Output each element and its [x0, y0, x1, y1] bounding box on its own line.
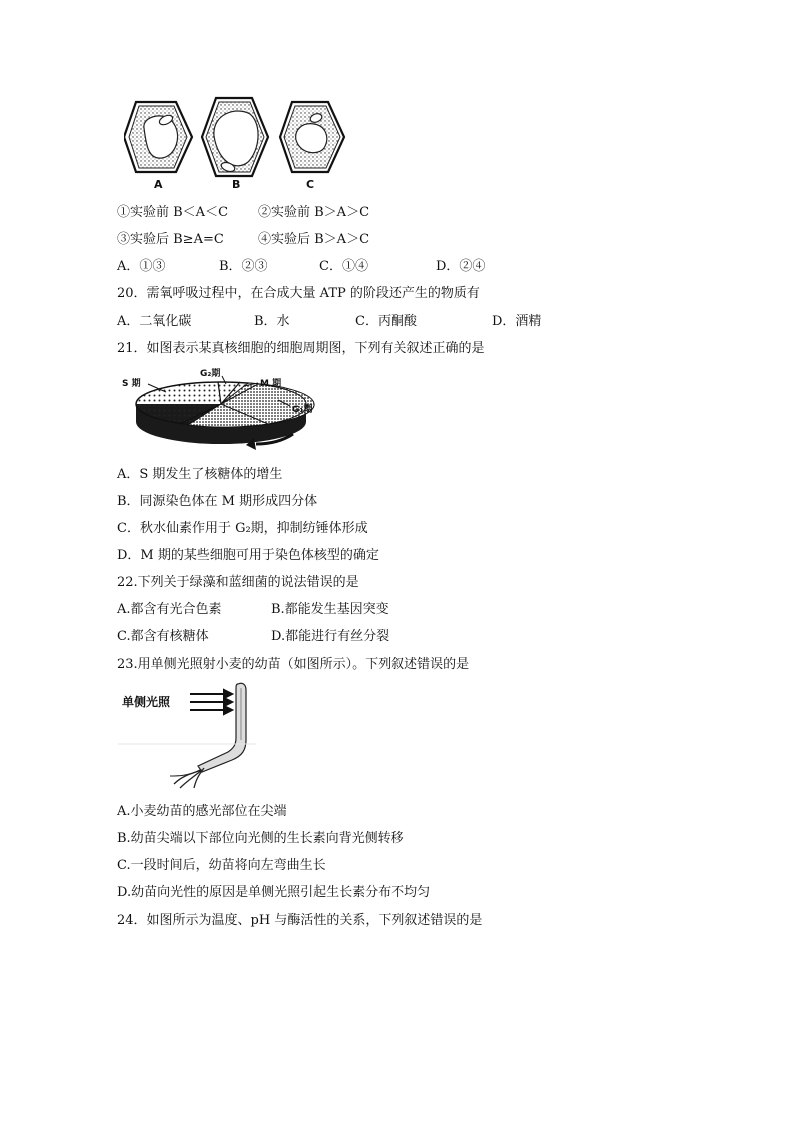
- q21-stem: 21．如图表示某真核细胞的细胞周期图，下列有关叙述正确的是: [117, 341, 485, 356]
- cell-label-a: A: [154, 178, 163, 191]
- q22-option-c: C.都含有核糖体: [117, 629, 209, 644]
- q23-option-c: C.一段时间后，幼苗将向左弯曲生长: [117, 858, 326, 873]
- cell-c: [280, 102, 344, 172]
- q21-option-d: D．M 期的某些细胞可用于染色体核型的确定: [117, 548, 379, 563]
- q22-stem: 22.下列关于绿藻和蓝细菌的说法错误的是: [117, 575, 359, 590]
- cell-cycle-figure: [118, 364, 328, 456]
- cell-cycle-label-s: S 期: [122, 379, 141, 389]
- q21-option-a: A．S 期发生了核糖体的增生: [117, 467, 283, 482]
- cell-label-c: C: [306, 178, 315, 191]
- cell-cycle-label-m: M 期: [260, 379, 282, 389]
- q23-stem: 23.用单侧光照射小麦的幼苗（如图所示）。下列叙述错误的是: [117, 657, 470, 672]
- q19-option-d: D．②④: [436, 259, 486, 274]
- q21-option-c: C．秋水仙素作用于 G₂期，抑制纺锤体形成: [117, 521, 368, 536]
- cell-a: [124, 102, 192, 172]
- q22-option-b: B.都能发生基因突变: [271, 602, 389, 617]
- q19-statement-2: ②实验前 B＞A＞C: [258, 205, 370, 220]
- q23-option-b: B.幼苗尖端以下部位向光侧的生长素向背光侧转移: [117, 831, 404, 846]
- q20-option-c: C．丙酮酸: [355, 314, 417, 329]
- q21-option-b: B．同源染色体在 M 期形成四分体: [117, 494, 318, 509]
- cell-label-b: B: [232, 178, 241, 191]
- q19-statement-3: ③实验后 B≥A=C: [117, 232, 224, 247]
- q24-stem: 24．如图所示为温度、pH 与酶活性的关系，下列叙述错误的是: [117, 913, 483, 928]
- q20-option-b: B．水: [254, 314, 290, 329]
- cell-cycle-label-g2: G₂期: [200, 369, 221, 379]
- q20-option-a: A．二氧化碳: [117, 314, 192, 329]
- q22-option-d: D.都能进行有丝分裂: [271, 629, 390, 644]
- q20-stem: 20．需氧呼吸过程中，在合成大量 ATP 的阶段还产生的物质有: [117, 286, 480, 301]
- cell-cycle-label-g1: G₁期: [292, 405, 313, 415]
- cell-b: [202, 98, 268, 176]
- q19-option-b: B．②③: [219, 259, 268, 274]
- q20-option-d: D．酒精: [492, 314, 542, 329]
- q23-option-a: A.小麦幼苗的感光部位在尖端: [117, 804, 287, 819]
- unilateral-light-label: 单侧光照: [122, 695, 171, 709]
- q19-option-c: C．①④: [319, 259, 368, 274]
- q23-option-d: D.幼苗向光性的原因是单侧光照引起生长素分布不均匀: [117, 885, 431, 900]
- q19-statement-1: ①实验前 B＜A＜C: [117, 205, 229, 220]
- seedling-figure: [118, 680, 258, 790]
- q19-option-a: A．①③: [117, 259, 166, 274]
- cells-figure: [124, 96, 346, 194]
- q19-statement-4: ④实验后 B＞A＞C: [258, 232, 370, 247]
- q22-option-a: A.都含有光合色素: [117, 602, 222, 617]
